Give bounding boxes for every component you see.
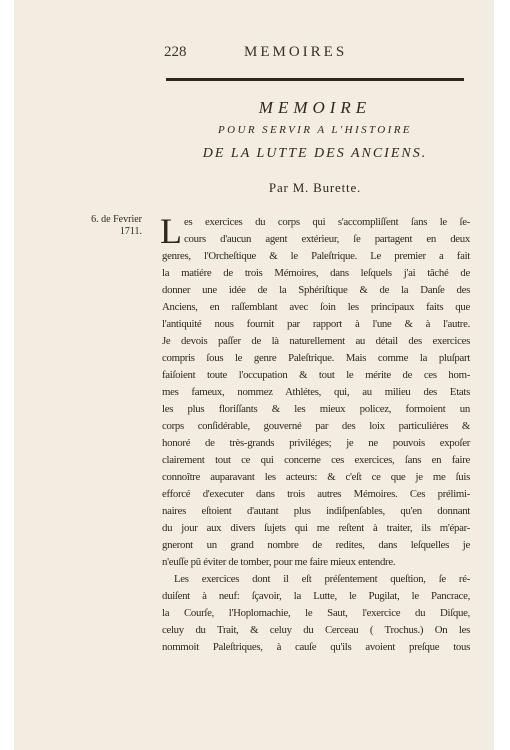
header-rule xyxy=(166,78,464,81)
text-line: honoré de très-grands priviléges; je ne pouvois expoſer xyxy=(162,437,470,449)
running-title: MEMOIRES xyxy=(244,44,348,60)
text-line: genres, l'Orcheſtique & le Paleſtrique. Le premier a fait xyxy=(162,250,470,262)
text-line: efforcé d'executer dans trois autres Mémoires. Ces prélimi- xyxy=(162,488,470,500)
text-line: duiſent à neuf: ſçavoir, la Lutte, le Pugilat, le Pancrace, xyxy=(162,590,470,602)
margin-note-line: 6. de Fevrier xyxy=(91,214,142,225)
text-line: gneront un grand nombre de redites, dans leſquelles je xyxy=(162,539,470,551)
text-line: Je devois paſſer de là naturellement au détail des exercices xyxy=(162,335,470,347)
drop-cap: L xyxy=(160,211,182,251)
text-line: mes fameux, nommez Athlétes, qui, au milieu des Etats xyxy=(162,386,470,398)
text-line: les plus floriſſants & les mieux policez, formoient un xyxy=(162,403,470,415)
text-line: celuy du Trait, & celuy du Cerceau ( Trochus.) On les xyxy=(162,624,470,636)
text-line: connoître auparavant les acteurs: & c'eſt ce que je me ſuis xyxy=(162,471,470,483)
margin-date-note xyxy=(82,214,142,238)
text-line: compris ſous le genre Paleſtrique. Mais comme la pluſpart xyxy=(162,352,470,364)
text-line: n'euſſe pû éviter de tomber, pour me faire mieux entendre. xyxy=(162,556,396,568)
running-head xyxy=(164,44,464,64)
memoir-subtitle: POUR SERVIR A L'HISTOIRE xyxy=(218,124,412,136)
page-number: 228 xyxy=(164,44,187,60)
text-line: es exercices du corps qui s'accompliſſent ſans le ſe- xyxy=(184,216,470,228)
margin-note-line: 1711. xyxy=(119,226,142,237)
text-line: naires eſtoient d'autant plus indiſpenſables, qu'en donnant xyxy=(162,505,470,517)
text-line: l'antiquité nous fournit par rapport à l'une & à l'autre. xyxy=(162,318,470,330)
author-line: Par M. Burette. xyxy=(268,180,362,195)
first-paragraph-opening xyxy=(160,211,470,251)
text-line: Les exercices dont il eſt préſentement queſtion, ſe ré- xyxy=(174,573,470,585)
text-line: Anciens, en raſſemblant avec ſoin les principaux faits que xyxy=(162,301,470,313)
text-line: nommoit Paleſtriques, à cauſe qu'ils avoient preſque tous xyxy=(162,641,470,653)
memoir-subject: DE LA LUTTE DES ANCIENS. xyxy=(202,146,428,161)
text-line: donner une idée de la Sphériſtique & de la Danſe des xyxy=(162,284,470,296)
text-line: cours d'aucun agent extérieur, ſe partagent en deux xyxy=(184,233,470,245)
body-text xyxy=(160,211,470,656)
text-line: du jour aux divers ſujets qui me reſtent à traiter, ils m'épar- xyxy=(162,522,470,534)
text-line: clairement tout ce qui concerne ces exercices, ſans en faire xyxy=(162,454,470,466)
text-line: faiſoient toute l'occupation & tout le mérite de ces hom- xyxy=(162,369,470,381)
text-line: la matiére de trois Mémoires, dans leſquels j'ai tâché de xyxy=(162,267,470,279)
text-line: la Courſe, l'Hoplomachie, le Saut, l'exercice du Diſque, xyxy=(162,607,470,619)
memoir-title: MEMOIRE xyxy=(258,98,372,117)
text-line: corps conſidérable, gouverné par des loix particuliéres & xyxy=(162,420,470,432)
